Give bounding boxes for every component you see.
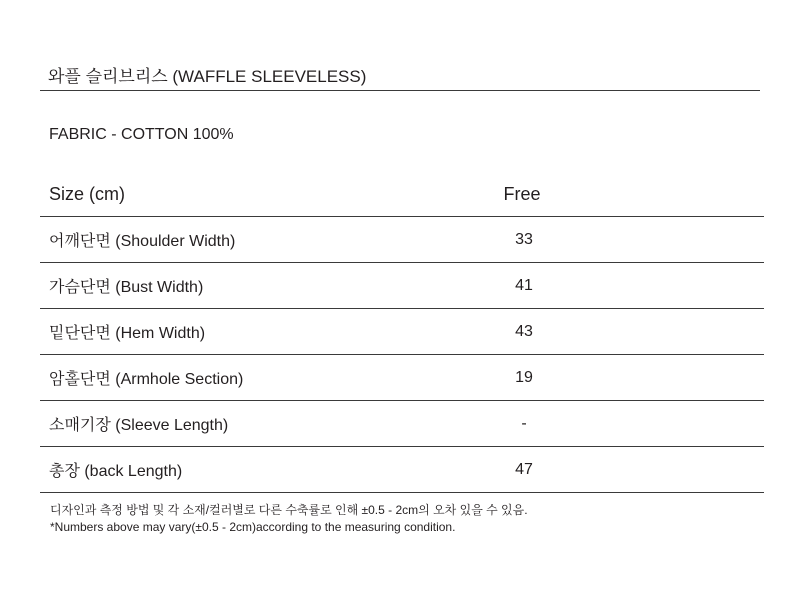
row-value: 19 bbox=[515, 368, 533, 386]
row-label: 가슴단면 (Bust Width) bbox=[49, 279, 204, 296]
table-row bbox=[40, 263, 764, 309]
measurement-notes bbox=[50, 502, 528, 536]
note-english: *Numbers above may vary(±0.5 - 2cm)according to the measuring condition. bbox=[50, 520, 456, 534]
table-row bbox=[40, 355, 764, 401]
table-row bbox=[40, 401, 764, 447]
note-korean: 디자인과 측정 방법 및 각 소재/컬러별로 다른 수축률로 인해 ±0.5 - 2cm의 오차 있을 수 있음. bbox=[50, 503, 528, 517]
header-free-label: Free bbox=[503, 183, 541, 204]
row-label: 총장 (back Length) bbox=[49, 463, 183, 480]
size-table bbox=[40, 172, 764, 493]
table-row bbox=[40, 447, 764, 493]
row-label: 어깨단면 (Shoulder Width) bbox=[49, 233, 236, 250]
table-row bbox=[40, 217, 764, 263]
row-value: - bbox=[521, 414, 527, 432]
table-row bbox=[40, 309, 764, 355]
header-size-label: Size (cm) bbox=[49, 183, 125, 204]
product-title: 와플 슬리브리스 (WAFFLE SLEEVELESS) bbox=[48, 67, 367, 86]
title-divider bbox=[40, 90, 760, 91]
row-value: 47 bbox=[515, 460, 533, 478]
row-label: 암홀단면 (Armhole Section) bbox=[49, 371, 244, 388]
row-value: 43 bbox=[515, 322, 533, 340]
row-label: 소매기장 (Sleeve Length) bbox=[49, 417, 229, 434]
row-value: 41 bbox=[515, 276, 533, 294]
fabric-info: FABRIC - COTTON 100% bbox=[49, 126, 234, 143]
row-label: 밑단단면 (Hem Width) bbox=[49, 325, 206, 342]
table-header-row bbox=[40, 172, 764, 217]
row-value: 33 bbox=[515, 230, 533, 248]
